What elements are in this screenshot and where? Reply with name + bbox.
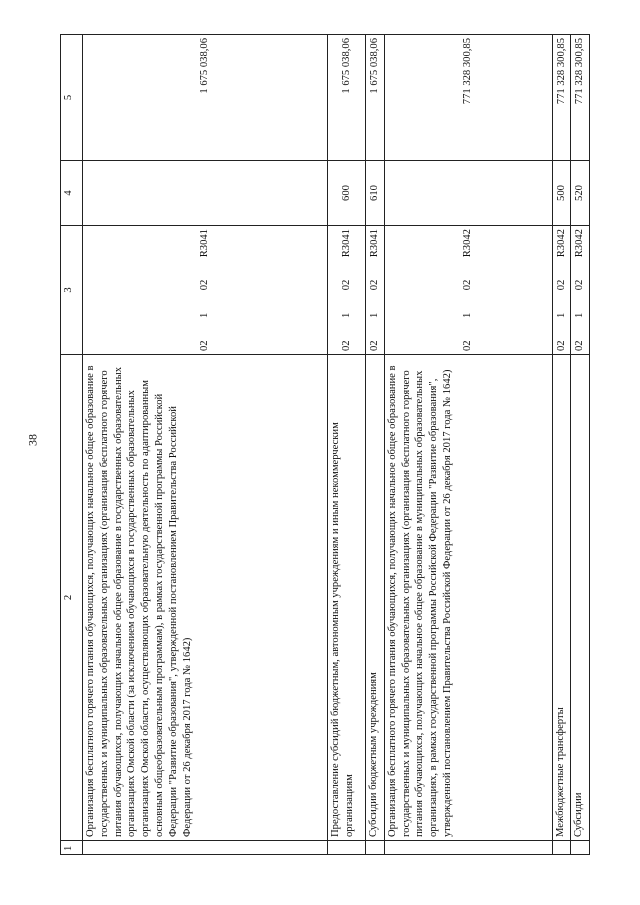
row-name: Предоставление субсидий бюджетным, автономным учреждениям и иным некоммерческим организациям	[328, 355, 366, 841]
code-part: 02	[340, 340, 352, 351]
row-name: Организация бесплатного горячего питания обучающихся, получающих начальное общее образование в государственных и муниципальных образовательных организациях (организация бесплатного горячего питания обучающихся, получающих начальное общее образование в муниципальных образовательных организациях, в рамках государственной программы Российской Федерации "Развитие образования", утвержденной постановлением Правительства Российской Федерации от 26 декабря 2017 года № 1642)	[384, 355, 552, 841]
table-row	[82, 35, 327, 855]
row-blank-cell	[328, 841, 366, 855]
code-part: 02	[462, 340, 474, 351]
code-part: 1	[368, 312, 380, 318]
table-row	[571, 35, 590, 855]
row-blank-cell	[384, 841, 552, 855]
table-row	[328, 35, 366, 855]
row-code	[571, 226, 590, 355]
code-part: R3041	[198, 229, 210, 258]
row-name: Субсидии бюджетным учреждениям	[366, 355, 384, 841]
row-blank-cell	[82, 841, 327, 855]
row-amount: 771 328 300,85	[384, 35, 552, 161]
row-type: 600	[328, 161, 366, 226]
code-part: 02	[462, 279, 474, 291]
row-type: 500	[552, 161, 570, 226]
row-code	[384, 226, 552, 355]
table-row	[366, 35, 384, 855]
header-col-1: 1	[61, 841, 83, 855]
code-part: R3042	[462, 229, 474, 258]
row-name: Межбюджетные трансферты	[552, 355, 570, 841]
budget-table	[60, 34, 590, 855]
page-number: 38	[25, 434, 40, 446]
table-row	[384, 35, 552, 855]
row-blank-cell	[552, 841, 570, 855]
code-part: R3041	[340, 229, 352, 258]
row-type	[82, 161, 327, 226]
code-part: 02	[340, 279, 352, 291]
code-part: R3042	[555, 229, 567, 258]
code-part: 02	[555, 279, 567, 291]
row-blank-cell	[366, 841, 384, 855]
row-amount: 1 675 038,06	[328, 35, 366, 161]
row-code	[328, 226, 366, 355]
row-name: Субсидии	[571, 355, 590, 841]
document-table-rotated	[60, 35, 590, 855]
header-col-2: 2	[61, 355, 83, 841]
code-part: 1	[198, 312, 210, 318]
row-type: 610	[366, 161, 384, 226]
code-part: R3041	[368, 229, 380, 258]
row-type: 520	[571, 161, 590, 226]
code-part: 1	[574, 312, 586, 318]
row-blank-cell	[571, 841, 590, 855]
row-name: Организация бесплатного горячего питания обучающихся, получающих начальное общее образование в государственных и муниципальных образовательных организациях (организация бесплатного горячего питания обучающихся, получающих начальное общее образование в государственных образовательных организациях Омской области (за исключением обучающихся в государственных образовательных организациях Омской области, осуществляющих образовательную деятельность по адаптированным основным общеобразовательным программам), в рамках государственной программы Российской Федерации "Развитие образования", утвержденной постановлением Правительства Российской Федерации от 26 декабря 2017 года № 1642)	[82, 355, 327, 841]
table-row	[552, 35, 570, 855]
document-table-wrapper	[60, 35, 590, 855]
row-amount: 1 675 038,06	[82, 35, 327, 161]
code-part: R3042	[574, 229, 586, 258]
code-part: 02	[368, 340, 380, 351]
header-col-5: 5	[61, 35, 83, 161]
row-amount: 1 675 038,06	[366, 35, 384, 161]
code-part: 02	[574, 279, 586, 291]
header-col-3: 3	[61, 226, 83, 355]
row-code	[552, 226, 570, 355]
code-part: 02	[198, 279, 210, 291]
code-part: 02	[555, 340, 567, 351]
row-amount: 771 328 300,85	[571, 35, 590, 161]
row-code	[82, 226, 327, 355]
code-part: 1	[555, 312, 567, 318]
code-part: 02	[574, 340, 586, 351]
row-amount: 771 328 300,85	[552, 35, 570, 161]
code-part: 1	[340, 312, 352, 318]
row-code	[366, 226, 384, 355]
row-type	[384, 161, 552, 226]
code-part: 02	[198, 340, 210, 351]
table-header-row	[61, 35, 83, 855]
header-col-4: 4	[61, 161, 83, 226]
code-part: 02	[368, 279, 380, 291]
code-part: 1	[462, 312, 474, 318]
